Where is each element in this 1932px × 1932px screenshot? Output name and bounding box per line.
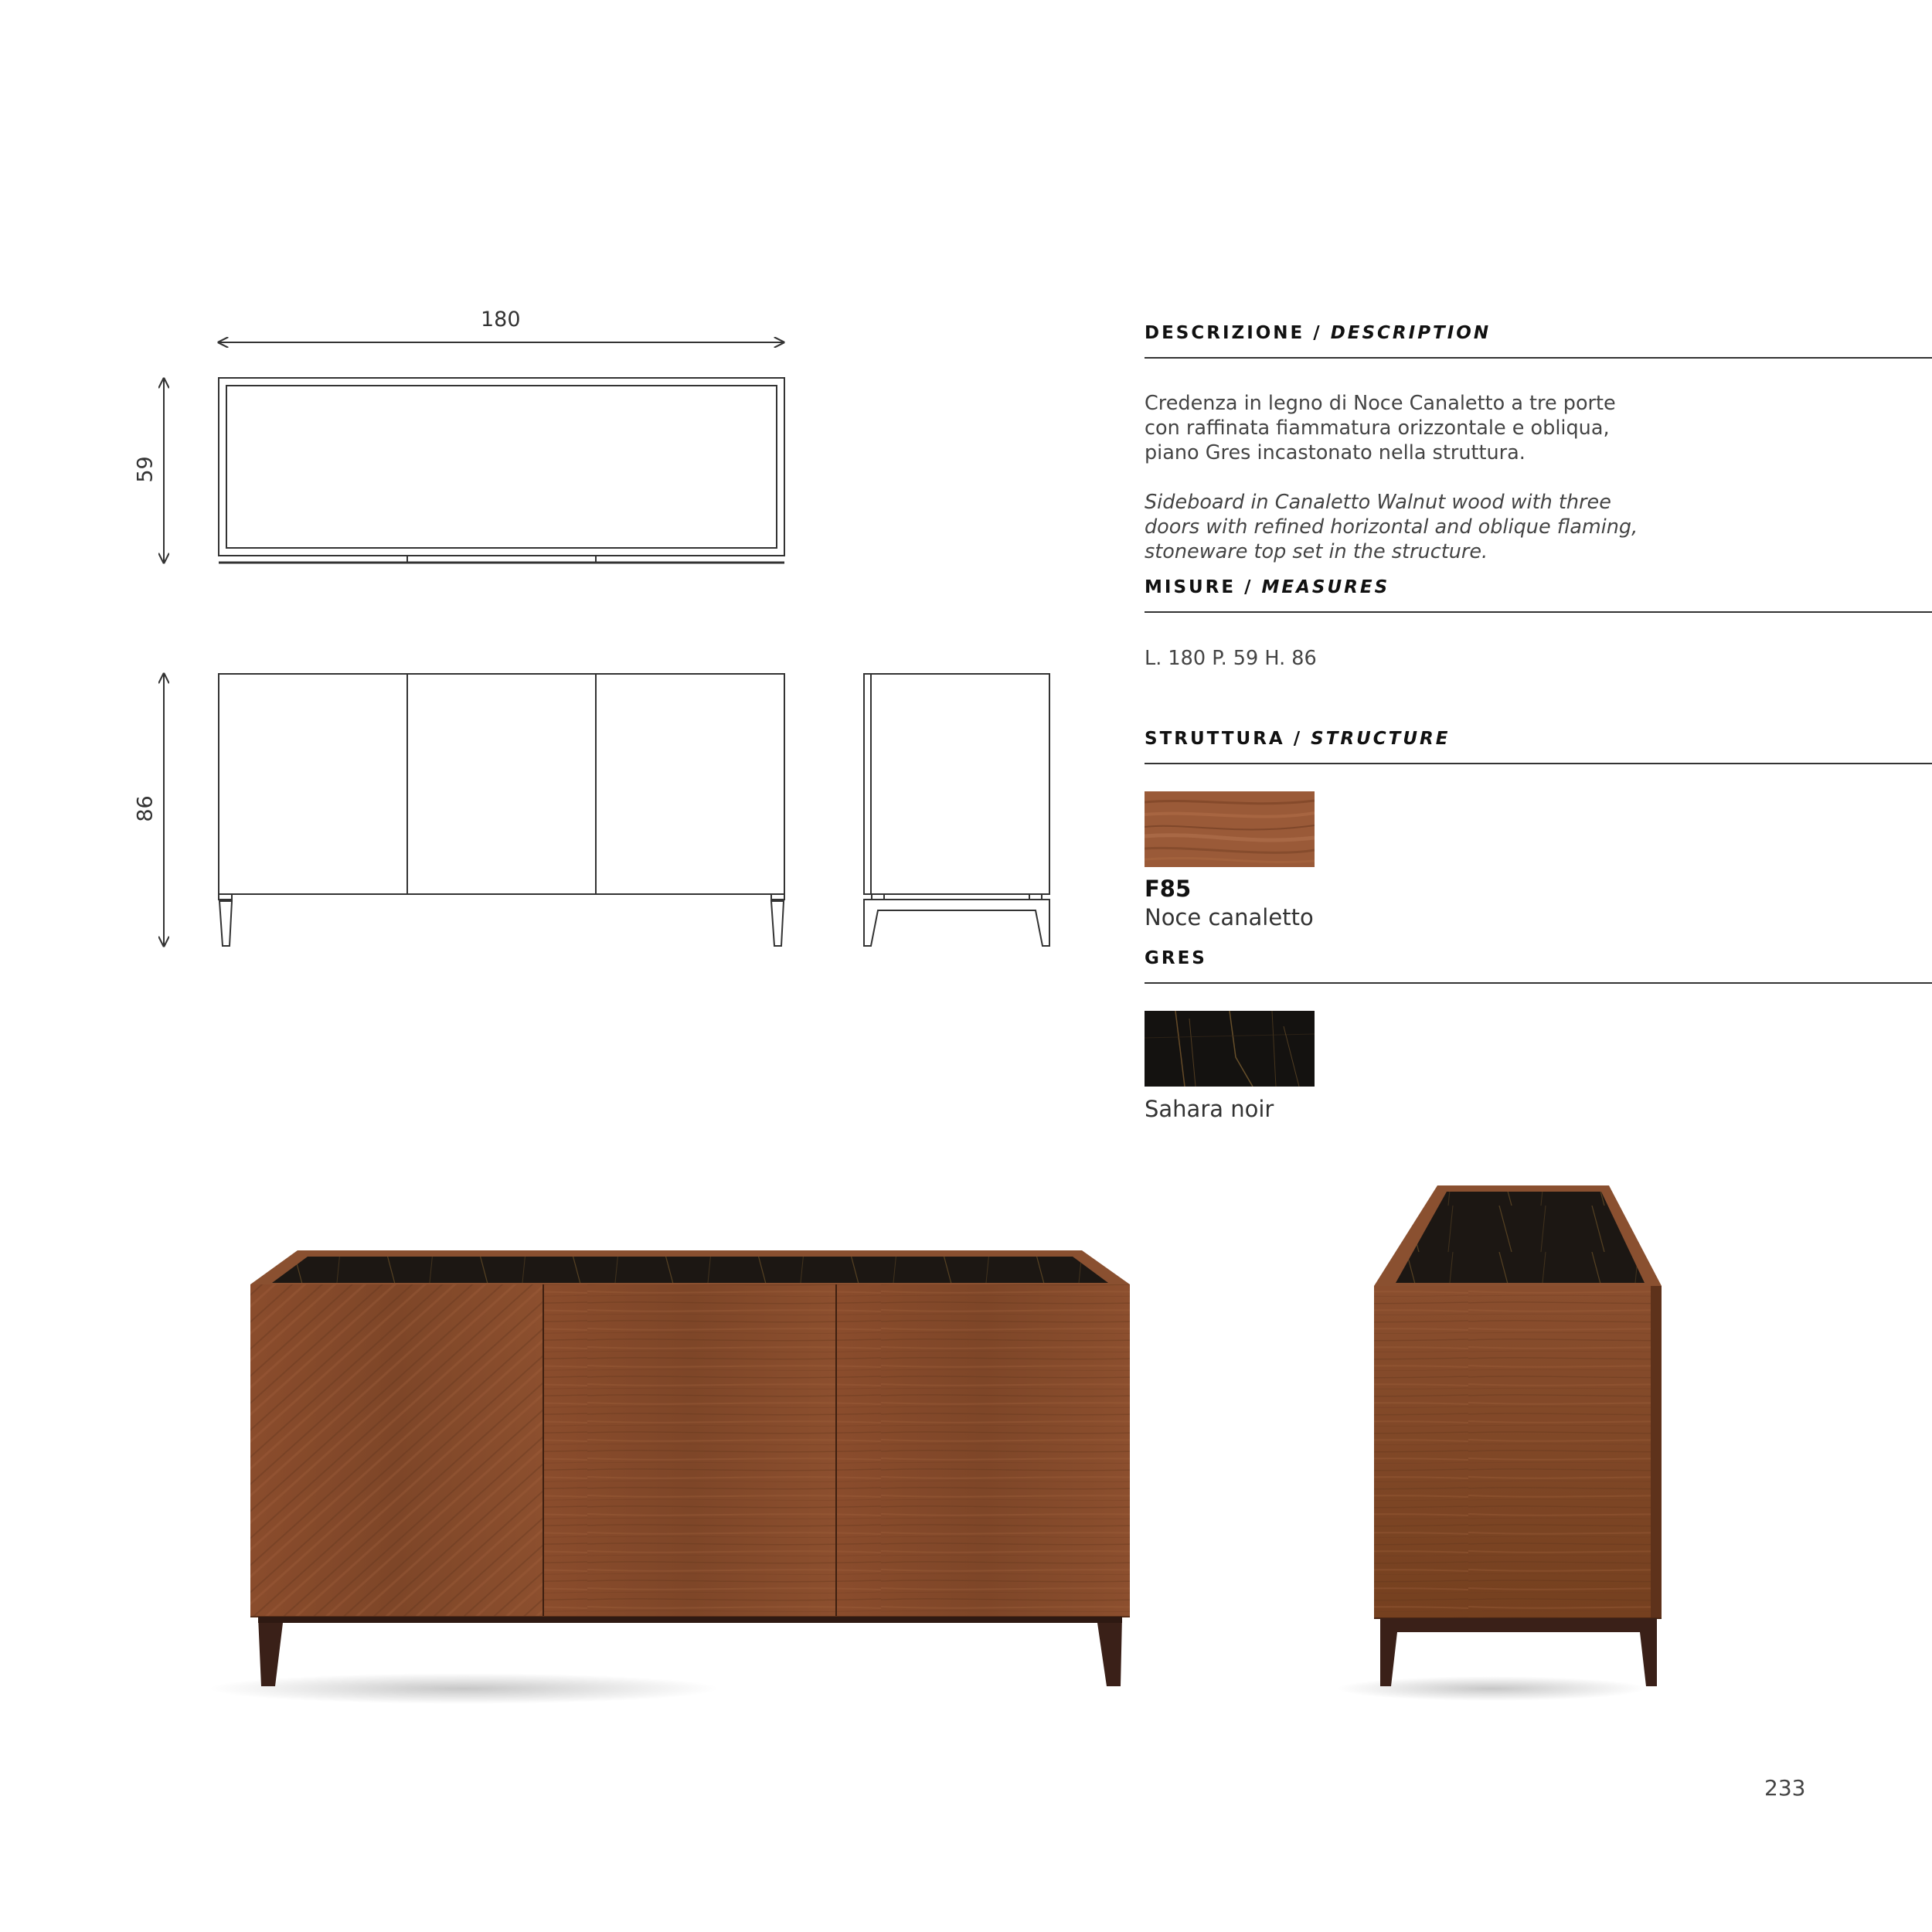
heading-it: DESCRIZIONE: [1145, 323, 1305, 343]
measures-divider: [1145, 611, 1932, 613]
structure-name: Noce canaletto: [1145, 904, 1314, 930]
gres-divider: [1145, 982, 1932, 984]
side-view-drawing: [864, 674, 1049, 946]
heading-separator: /: [1284, 729, 1311, 749]
description-heading: [1145, 323, 1491, 343]
height-dimension-label: 86: [133, 795, 158, 822]
page-number: 233: [1764, 1775, 1806, 1801]
front-view-drawing: [219, 674, 784, 946]
product-photos: [0, 1159, 1932, 1747]
heading-it: STRUTTURA: [1145, 729, 1285, 749]
structure-code: F85: [1145, 876, 1192, 902]
measures-text: L. 180 P. 59 H. 86: [1145, 647, 1317, 670]
description-text-en: Sideboard in Canaletto Walnut wood with three doors with refined horizontal and oblique flaming, stoneware top set in the structure.: [1145, 491, 1638, 563]
structure-divider: [1145, 763, 1932, 764]
top-view-drawing: [219, 378, 784, 563]
gres-heading: GRES: [1145, 948, 1207, 968]
heading-en: DESCRIPTION: [1330, 323, 1492, 343]
depth-dimension-label: 59: [133, 456, 158, 483]
measures-heading: [1145, 577, 1389, 597]
width-dimension-label: 180: [481, 308, 521, 332]
heading-separator: /: [1236, 577, 1262, 597]
gres-name: Sahara noir: [1145, 1096, 1274, 1122]
description-text-it: Credenza in legno di Noce Canaletto a tre porte con raffinata fiammatura orizzontale e obliqua, piano Gres incastonato nella struttura.: [1145, 392, 1616, 464]
heading-it: MISURE: [1145, 577, 1236, 597]
heading-en: STRUCTURE: [1311, 729, 1451, 749]
description-divider: [1145, 357, 1932, 359]
heading-en: MEASURES: [1261, 577, 1390, 597]
sahara-noir-swatch: [1145, 1011, 1315, 1087]
sideboard-front-doors: [250, 1284, 1130, 1617]
structure-heading: [1145, 729, 1450, 749]
walnut-swatch: [1145, 791, 1315, 867]
heading-separator: /: [1304, 323, 1331, 343]
sideboard-side-body: [1374, 1286, 1662, 1618]
sideboard-side-legs: [1380, 1618, 1657, 1686]
